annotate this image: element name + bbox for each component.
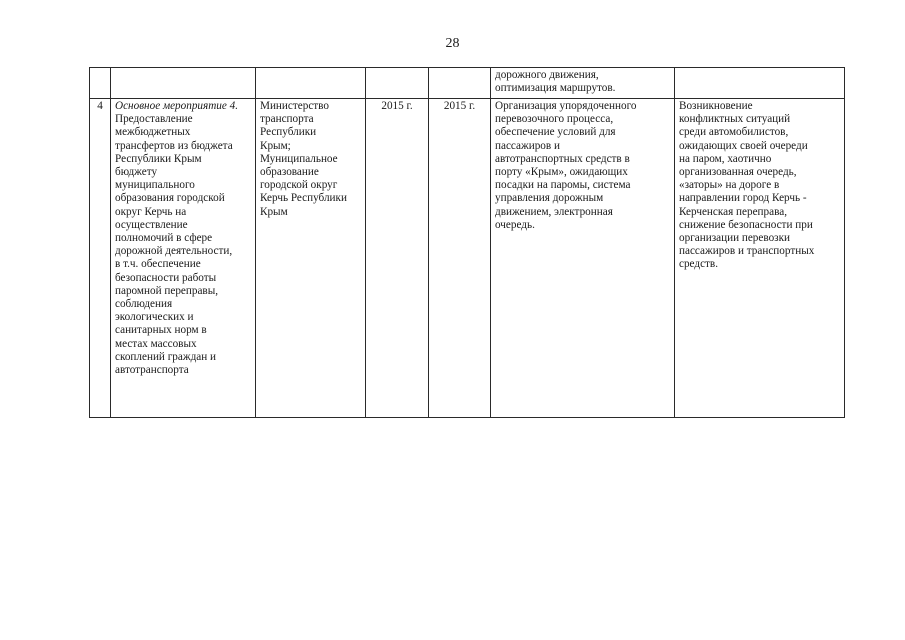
text-line: посадки на паромы, система	[495, 179, 631, 192]
cell-task	[111, 68, 256, 99]
text-line: ожидающих своей очереди	[679, 139, 808, 152]
text-line: оптимизация маршрутов.	[495, 82, 616, 95]
text-line: экологических и	[115, 311, 194, 324]
text-line: движением, электронная	[495, 205, 613, 218]
text-line: дорожной деятельности,	[115, 245, 233, 258]
text-line: Организация упорядоченного	[495, 100, 637, 112]
text-line: паромной переправы,	[115, 284, 219, 297]
text-line: в т.ч. обеспечение	[115, 258, 201, 271]
cell-executor	[256, 99, 366, 418]
cell-result	[491, 68, 675, 99]
cell-result	[491, 99, 675, 418]
text-line: трансфертов из бюджета	[115, 139, 233, 152]
text-line: местах массовых	[115, 337, 197, 350]
text-line: осуществление	[115, 218, 188, 231]
text-line: Керчь Республики	[260, 192, 347, 205]
text-line: транспорта	[260, 113, 314, 126]
cell-risk	[675, 99, 845, 418]
text-line: Республики Крым	[115, 152, 202, 165]
cell-start-date	[366, 68, 429, 99]
text-line: межбюджетных	[115, 126, 191, 139]
text-line: Керченская переправа,	[679, 205, 787, 218]
program-table	[89, 67, 845, 418]
text-line: управления дорожным	[495, 192, 604, 205]
table-row-4	[90, 99, 845, 418]
text-line: санитарных норм в	[115, 324, 207, 337]
text-line: «заторы» на дороге в	[679, 179, 780, 192]
text-line: Предоставление	[115, 113, 193, 126]
cell-task	[111, 99, 256, 418]
cell-end-date: 2015 г.	[429, 99, 491, 418]
text-line: Крым;	[260, 139, 291, 152]
text-line: муниципального	[115, 179, 195, 192]
cell-risk	[675, 68, 845, 99]
text-line: Возникновение	[679, 100, 753, 112]
text-line: соблюдения	[115, 298, 173, 311]
cell-number: 4	[90, 99, 111, 418]
text-line: организации перевозки	[679, 232, 791, 245]
text-line: среди автомобилистов,	[679, 126, 789, 139]
text-line: на паром, хаотично	[679, 152, 772, 165]
text-line: порту «Крым», ожидающих	[495, 166, 628, 179]
text-line: Крым	[260, 205, 288, 218]
text-line: пассажиров и транспортных	[679, 245, 815, 258]
text-line: автотранспортных средств в	[495, 152, 630, 165]
task-heading: Основное мероприятие 4.	[115, 100, 239, 112]
cell-end-date	[429, 68, 491, 99]
text-line: образование	[260, 166, 319, 179]
text-line: городской округ	[260, 179, 338, 192]
text-line: Республики	[260, 126, 317, 139]
text-line: снижение безопасности при	[679, 218, 813, 231]
text-line: конфликтных ситуаций	[679, 113, 791, 126]
text-line: организованная очередь,	[679, 166, 797, 179]
cell-number	[90, 68, 111, 99]
text-line: очередь.	[495, 218, 535, 231]
page-number: 28	[445, 36, 460, 51]
text-line: дорожного движения,	[495, 69, 599, 81]
text-line: скоплений граждан и	[115, 350, 217, 363]
text-line: пассажиров и	[495, 139, 560, 152]
text-line: Министерство	[260, 100, 329, 112]
text-line: перевозочного процесса,	[495, 113, 614, 126]
cell-executor	[256, 68, 366, 99]
cell-start-date: 2015 г.	[366, 99, 429, 418]
text-line: бюджету	[115, 166, 158, 179]
text-line: обеспечение условий для	[495, 126, 616, 139]
text-line: автотранспорта	[115, 364, 189, 377]
text-line: образования городской	[115, 192, 225, 205]
text-line: Муниципальное	[260, 152, 338, 165]
text-line: средств.	[679, 258, 719, 271]
text-line: направлении город Керчь -	[679, 192, 807, 205]
table-row-continued	[90, 68, 845, 99]
text-line: безопасности работы	[115, 271, 217, 284]
text-line: полномочий в сфере	[115, 232, 213, 245]
text-line: округ Керчь на	[115, 205, 187, 218]
